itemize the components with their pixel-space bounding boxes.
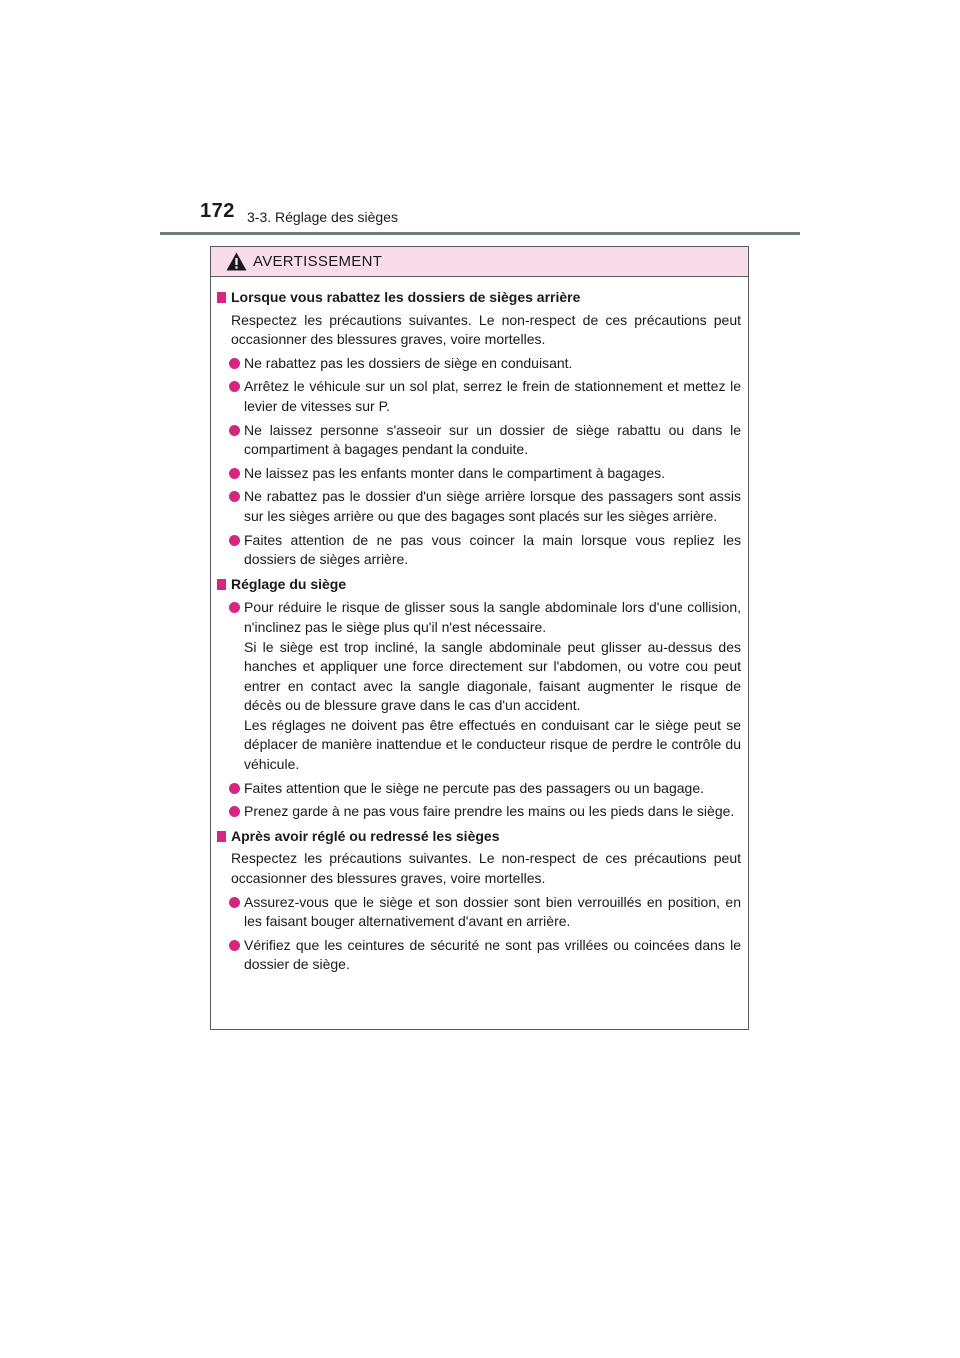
section-heading-text: Après avoir réglé ou redressé les sièges [231, 827, 500, 844]
round-bullet-icon [229, 468, 240, 479]
list-item [217, 598, 741, 774]
warning-title: AVERTISSEMENT [253, 253, 383, 270]
list-item [217, 779, 741, 799]
section-heading [217, 288, 741, 308]
round-bullet-icon [229, 940, 240, 951]
round-bullet-icon [229, 783, 240, 794]
list-item-text: Arrêtez le véhicule sur un sol plat, serrez le frein de stationnement et mettez le levier de vitesses sur P. [244, 378, 741, 414]
square-bullet-icon [217, 292, 226, 303]
page-number: 172 [200, 200, 235, 222]
round-bullet-icon [229, 806, 240, 817]
list-item-text: Ne laissez personne s'asseoir sur un dossier de siège rabattu ou dans le compartiment à bagages pendant la conduite. [244, 421, 741, 458]
list-item [217, 531, 741, 570]
square-bullet-icon [217, 831, 226, 842]
list-item [217, 421, 741, 460]
section-title: 3-3. Réglage des sièges [247, 209, 398, 225]
list-item-text: Pour réduire le risque de glisser sous la sangle abdominale lors d'une collision, n'inclinez pas le siège plus qu'il n'est nécessaire. [244, 599, 741, 635]
list-item-text: Prenez garde à ne pas vous faire prendre les mains ou les pieds dans le siège. [244, 803, 735, 820]
list-item-text: Assurez-vous que le siège et son dossier sont bien verrouillés en position, en les faisant bouger alternativement d'avant en arrière. [244, 893, 741, 930]
section-heading [217, 827, 741, 847]
list-item [217, 377, 741, 416]
list-item-text: Ne rabattez pas les dossiers de siège en conduisant. [244, 354, 573, 371]
round-bullet-icon [229, 358, 240, 369]
list-item-text: Vérifiez que les ceintures de sécurité ne sont pas vrillées ou coincées dans le dossier de siège. [244, 936, 741, 973]
round-bullet-icon [229, 381, 240, 392]
round-bullet-icon [229, 425, 240, 436]
list-item-text: Faites attention que le siège ne percute pas des passagers ou un bagage. [244, 779, 704, 796]
list-item-text: Si le siège est trop incliné, la sangle abdominale peut glisser au-dessus des hanches et appliquer une force directement sur l'abdomen, ou votre cou peut entrer en contact avec la sangle diagonale, faisant augmenter le risque de décès ou de blessure grave dans le cas d'un accident. [244, 638, 741, 714]
section-heading [217, 575, 741, 595]
square-bullet-icon [217, 579, 226, 590]
list-item-text: Ne laissez pas les enfants monter dans le compartiment à bagages. [244, 464, 666, 481]
list-item [217, 936, 741, 975]
list-item [217, 464, 741, 484]
list-item [217, 354, 741, 374]
section-heading-text: Lorsque vous rabattez les dossiers de sièges arrière [231, 289, 581, 305]
warning-body [211, 277, 748, 975]
round-bullet-icon [229, 897, 240, 908]
round-bullet-icon [229, 602, 240, 613]
round-bullet-icon [229, 491, 240, 502]
list-item [217, 893, 741, 932]
warning-triangle-icon [226, 252, 247, 271]
section-heading-text: Réglage du siège [231, 575, 347, 592]
warning-box [210, 246, 749, 1030]
list-item [217, 802, 741, 822]
warning-header [211, 247, 748, 277]
list-item [217, 487, 741, 526]
section-intro: Respectez les précautions suivantes. Le non-respect de ces précautions peut occasionner des blessures graves, voire mortelles. [231, 850, 741, 887]
header-divider [160, 232, 800, 235]
round-bullet-icon [229, 535, 240, 546]
list-item-text: Faites attention de ne pas vous coincer la main lorsque vous repliez les dossiers de sièges arrière. [244, 531, 741, 568]
list-item-text: Les réglages ne doivent pas être effectués en conduisant car le siège peut se déplacer de manière inattendue et le conducteur risque de perdre le contrôle du véhicule. [244, 716, 741, 773]
list-item-text: Ne rabattez pas le dossier d'un siège arrière lorsque des passagers sont assis sur les sièges arrière ou que des bagages sont placés sur les sièges arrière. [244, 488, 741, 524]
section-intro: Respectez les précautions suivantes. Le non-respect de ces précautions peut occasionner des blessures graves, voire mortelles. [231, 311, 741, 348]
